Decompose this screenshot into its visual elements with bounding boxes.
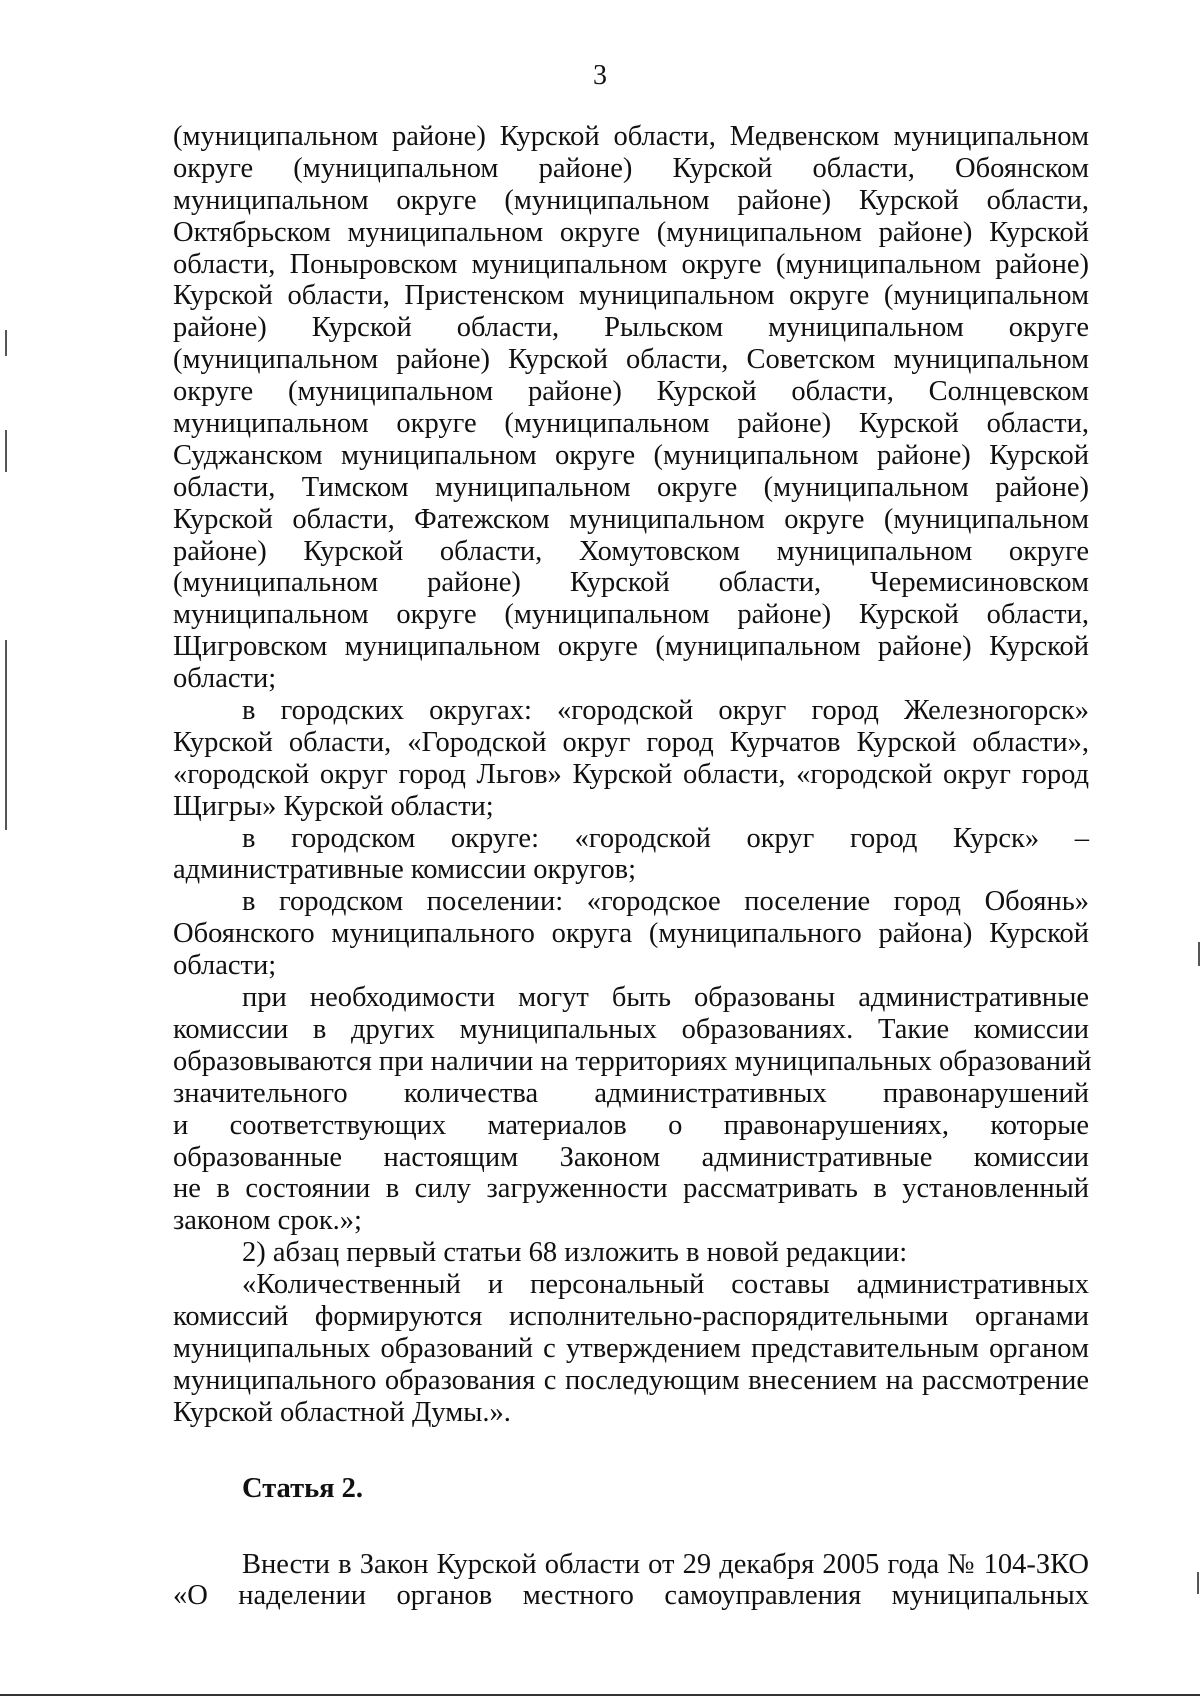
scan-artifact xyxy=(5,330,7,356)
text-line: при необходимости могут быть образованы административные xyxy=(242,982,1089,1014)
text-line: Внести в Закон Курской области от 29 декабря 2005 года № 104-ЗКО xyxy=(242,1548,1089,1580)
paragraph-article-2 xyxy=(173,1549,1089,1613)
text-line: в городском поселении: «городское поселение город Обоянь» xyxy=(242,886,1089,918)
text-line: «О наделении органов местного самоуправления муниципальных xyxy=(173,1580,1089,1612)
text-line: округе (муниципальном районе) Курской области, Обоянском xyxy=(173,152,1089,184)
text-line: Курской области, Фатежском муниципальном округе (муниципальном xyxy=(173,503,1089,535)
text-line: области, Тимском муниципальном округе (муниципальном районе) xyxy=(173,471,1089,503)
scan-artifact xyxy=(5,430,7,472)
paragraph-article-68 xyxy=(173,1237,1089,1269)
text-line: образованные настоящим Законом административные комиссии xyxy=(173,1141,1089,1173)
text-line: (муниципальном районе) Курской области, Черемисиновском xyxy=(173,567,1089,599)
text-line: комиссий формируются исполнительно-распорядительными органами xyxy=(173,1300,1089,1332)
text-line: 2) абзац первый статьи 68 изложить в новой редакции: xyxy=(242,1237,908,1269)
scan-artifact xyxy=(1197,1572,1199,1594)
text-line: Курской области, Пристенском муниципальном округе (муниципальном xyxy=(173,280,1089,312)
spacer xyxy=(173,1429,1089,1473)
text-line: муниципального образования с последующим внесением на рассмотрение xyxy=(173,1364,1089,1396)
text-line: районе) Курской области, Рыльском муниципальном округе xyxy=(173,312,1089,344)
text-line: Обоянского муниципального округа (муниципального района) Курской xyxy=(173,918,1089,950)
text-line: области; xyxy=(173,663,277,695)
text-line: комиссии в других муниципальных образованиях. Такие комиссии xyxy=(173,1013,1089,1045)
text-line: не в состоянии в силу загруженности рассматривать в установленный xyxy=(173,1173,1089,1205)
text-line: законом срок.»; xyxy=(173,1205,362,1237)
scan-bottom-edge xyxy=(0,1694,1200,1696)
text-line: в городских округах: «городской округ город Железногорск» xyxy=(242,695,1089,727)
text-line: «Количественный и персональный составы административных xyxy=(242,1269,1089,1301)
text-line: Курской областной Думы.». xyxy=(173,1396,511,1428)
text-line: Суджанском муниципальном округе (муниципальном районе) Курской xyxy=(173,439,1089,471)
text-line: муниципальных образований с утверждением представительным органом xyxy=(173,1332,1089,1364)
text-line: образовываются при наличии на территориях муниципальных образований xyxy=(173,1045,1092,1077)
text-line: Курской области, «Городской округ город Курчатов Курской области», xyxy=(173,726,1089,758)
page-number: 3 xyxy=(593,60,607,91)
text-line: Октябрьском муниципальном округе (муниципальном районе) Курской xyxy=(173,216,1089,248)
text-line: области, Поныровском муниципальном округе (муниципальном районе) xyxy=(173,248,1089,280)
paragraph-oboyan-settlement xyxy=(173,886,1089,982)
article-2-heading: Статья 2. xyxy=(242,1472,364,1504)
document-body xyxy=(173,121,1092,1612)
text-line: округе (муниципальном районе) Курской области, Солнцевском xyxy=(173,376,1089,408)
paragraph-commission-composition xyxy=(173,1269,1089,1428)
text-line: муниципальном округе (муниципальном районе) Курской области, xyxy=(173,184,1089,216)
spacer xyxy=(173,1505,1089,1549)
text-line: Щигры» Курской области; xyxy=(173,790,494,822)
text-line: области; xyxy=(173,950,277,982)
text-line: значительного количества административных правонарушений xyxy=(173,1077,1089,1109)
paragraph-municipal-districts xyxy=(173,121,1089,695)
text-line: (муниципальном районе) Курской области, Советском муниципальном xyxy=(173,344,1089,376)
scan-artifact xyxy=(5,640,7,830)
text-line: Щигровском муниципальном округе (муниципальном районе) Курской xyxy=(173,631,1089,663)
text-line: (муниципальном районе) Курской области, Медвенском муниципальном xyxy=(173,121,1089,152)
paragraph-urban-districts xyxy=(173,695,1089,823)
text-line: муниципальном округе (муниципальном районе) Курской области, xyxy=(173,599,1089,631)
text-line: «городской округ город Льгов» Курской области, «городской округ город xyxy=(173,758,1089,790)
text-line: и соответствующих материалов о правонарушениях, которые xyxy=(173,1109,1089,1141)
text-line: районе) Курской области, Хомутовском муниципальном округе xyxy=(173,535,1089,567)
text-line: в городском округе: «городской округ город Курск» – xyxy=(242,822,1089,854)
text-line: административные комиссии округов; xyxy=(173,854,637,886)
paragraph-other-commissions xyxy=(173,982,1092,1237)
text-line: муниципальном округе (муниципальном районе) Курской области, xyxy=(173,408,1089,440)
paragraph-kursk-district xyxy=(173,823,1089,887)
